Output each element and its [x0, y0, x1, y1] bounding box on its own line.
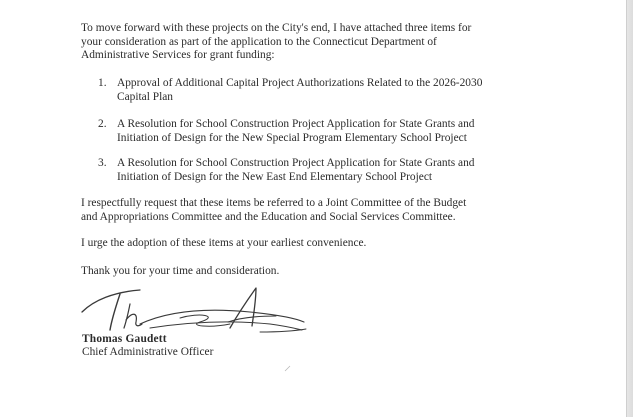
list-item-text: A Resolution for School Construction Project Application for State Grants and Initiation of Design for the New Special Program Elementary School Project [117, 118, 475, 144]
list-item-text: A Resolution for School Construction Project Application for State Grants and Initiation of Design for the New East End Elementary School Project [117, 157, 475, 183]
request-paragraph: I respectfully request that these items be referred to a Joint Committee of the Budget and Appropriations Committee and the Education and Social Services Committee. [81, 197, 467, 223]
list-item-text: Approval of Additional Capital Project Authorizations Related to the 2026-2030 Capital Plan [117, 77, 483, 103]
page-edge [626, 0, 633, 417]
stray-mark-icon [284, 364, 292, 372]
list-item-number: 1. [98, 77, 107, 89]
thanks-paragraph: Thank you for your time and consideration. [81, 265, 280, 277]
urge-paragraph: I urge the adoption of these items at your earliest convenience. [81, 237, 367, 249]
signer-title: Chief Administrative Officer [82, 346, 214, 358]
signature-icon [80, 282, 310, 338]
signer-name: Thomas Gaudett [82, 333, 167, 345]
list-item-number: 3. [98, 157, 107, 169]
list-item-number: 2. [98, 118, 107, 130]
intro-paragraph: To move forward with these projects on the City's end, I have attached three items for your consideration as part of the application to the Connecticut Department of Administrative Services for grant funding: [81, 22, 472, 62]
